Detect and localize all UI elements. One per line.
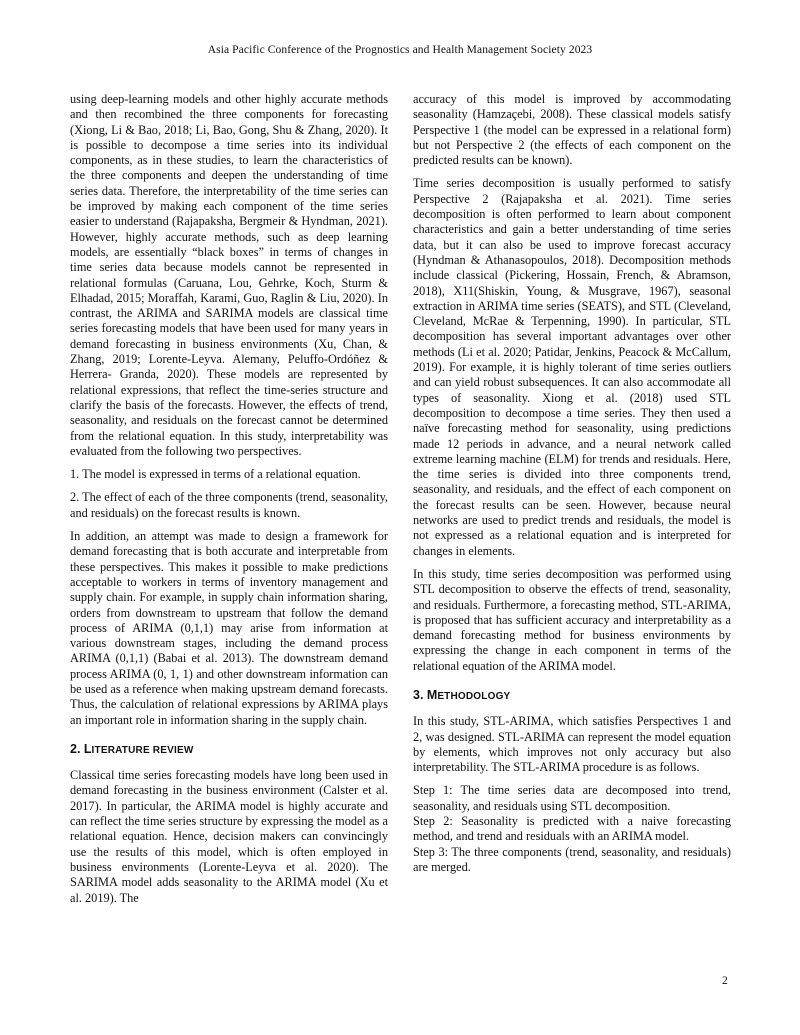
paragraph: In this study, STL-ARIMA, which satisfies Perspectives 1 and 2, was designed. STL-ARIMA can represent the model equation by elements, which improves not only accuracy but also interpretability. The STL-ARIMA procedure is as follows. [413,714,731,775]
right-column [413,92,731,875]
left-column [70,92,388,914]
step-3: Step 3: The three components (trend, seasonality, and residuals) are merged. [413,844,731,874]
step-1: Step 1: The time series data are decomposed into trend, seasonality, and residuals using STL decomposition. [413,783,731,813]
paragraph: using deep-learning models and other highly accurate methods and then recombined the three components for forecasting (Xiong, Li & Bao, 2018; Li, Bao, Gong, Shu & Zhang, 2020). It is possible to decompose a time series into its individual components, as in these studies, to learn the characteristics of the three components and deepen the understanding of time series data. Therefore, the interpretability of the time series can be improved by making each component of the time series easier to understand (Rajapaksha, Bergmeir & Hyndman, 2021). However, highly accurate methods, such as deep learning models, are essentially “black boxes” in terms of changes in time series data because models cannot be represented in relational formulas (Caruana, Lou, Gehrke, Koch, Sturm & Elhadad, 2015; Moraffah, Karami, Guo, Raglin & Liu, 2020). In contrast, the ARIMA and SARIMA models are classical time series forecasting models that have been used for many years in demand forecasting in business environments (Xu, Chan, & Zhang, 2019; Lorente-Leyva. Alemany, Peluffo-Ordóñez & Herrera- Granda, 2020). These models are represented by relational expressions, that reflect the time-series structure and clarify the basis of the forecasts. However, the effects of trend, seasonality, and residuals on the forecast cannot be determined from the relational equation. In this study, interpretability was evaluated from the following two perspectives. [70,92,388,458]
section-number: 2. L [70,741,92,756]
perspective-2: 2. The effect of each of the three components (trend, seasonality, and residuals) on the forecast results is known. [70,490,389,520]
section-number: 3. M [413,687,438,702]
section-heading-methodology [413,688,731,704]
step-2: Step 2: Seasonality is predicted with a naive forecasting method, and trend and residuals with an ARIMA model. [413,814,731,844]
page-number: 2 [722,975,728,987]
paragraph: accuracy of this model is improved by accommodating seasonality (Hamzaçebi, 2008). These classical models satisfy Perspective 1 (the model can be expressed in a relational form) but not Perspective 2 (the effects of each component on the predicted results can be known). [413,92,731,168]
section-title: ITERATURE REVIEW [91,744,194,756]
running-header: Asia Pacific Conference of the Prognostics and Health Management Society 2023 [207,44,593,56]
paragraph: In addition, an attempt was made to design a framework for demand forecasting that is both accurate and interpretable from these perspectives. This makes it possible to make predictions acceptable to workers in terms of inventory management and supply chain. For example, in supply chain information sharing, orders from downstream to upstream that follow the demand process of ARIMA (0,1,1) may arise from information at various downstream stages, including the demand process ARIMA (0,1,1) (Babai et al. 2013). The downstream demand process ARIMA (0, 1, 1) and other downstream information can be used as a reference when making upstream demand forecasts. Thus, the calculation of relational expressions by ARIMA plays an important role in information sharing in the supply chain. [70,529,388,727]
section-title: ETHODOLOGY [437,690,511,702]
perspective-1: 1. The model is expressed in terms of a relational equation. [70,467,361,482]
section-heading-literature-review [70,742,388,758]
paragraph: In this study, time series decomposition was performed using STL decomposition to observe the effects of trend, seasonality, and residuals. Furthermore, a forecasting method, STL-ARIMA, is proposed that has sufficient accuracy and interpretability as a demand forecasting method for business environments by expressing the change in each component in terms of the relational equation of the ARIMA model. [413,566,731,673]
paragraph: Classical time series forecasting models have long been used in demand forecasting in the business environment (Calster et al. 2017). In particular, the ARIMA model is highly accurate and can reflect the time series structure by expressing the model as a relational equation. Hence, decision makers can convincingly use the results of this model, which is often employed in business environments (Lorente-Leyva et al. 2020). The SARIMA model adds seasonality to the ARIMA model (Xu et al. 2019). The [70,768,388,905]
paragraph: Time series decomposition is usually performed to satisfy Perspective 2 (Rajapaksha et al. 2021). Time series decomposition is often performed to learn about component characteristics and gain a better understanding of time series data, but it can also be used to improve forecast accuracy (Hyndman & Athanasopoulos, 2018). Decomposition methods include classical (Pickering, Hossain, French, & Abramson, 2018), X11(Shiskin, Young, & Musgrave, 1967), seasonal extraction in ARIMA time series (SEATS), and STL (Cleveland, Cleveland, McRae & Terpenning, 1990). In particular, STL decomposition has several important advantages over other methods (Li et al. 2020; Patidar, Jenkins, Peacock & McCallum, 2019). For example, it is highly tolerant of time series outliers and can yield robust subsequences. It can also accommodate all types of seasonality. Xiong et al. (2018) used STL decomposition to decompose a time series. They then used a naïve forecasting method for seasonality, using predictions made 12 periods in advance, and a neural network called extreme learning machine (ELM) for trends and residuals. Here, the time series is divided into three components trend, seasonality, and residuals, and the effect of each component on the forecast results can be seen. However, because neural networks are used to predict trends and residuals, the model is not expressed as a relational equation and is interpreted for changes in elements. [413,176,731,558]
